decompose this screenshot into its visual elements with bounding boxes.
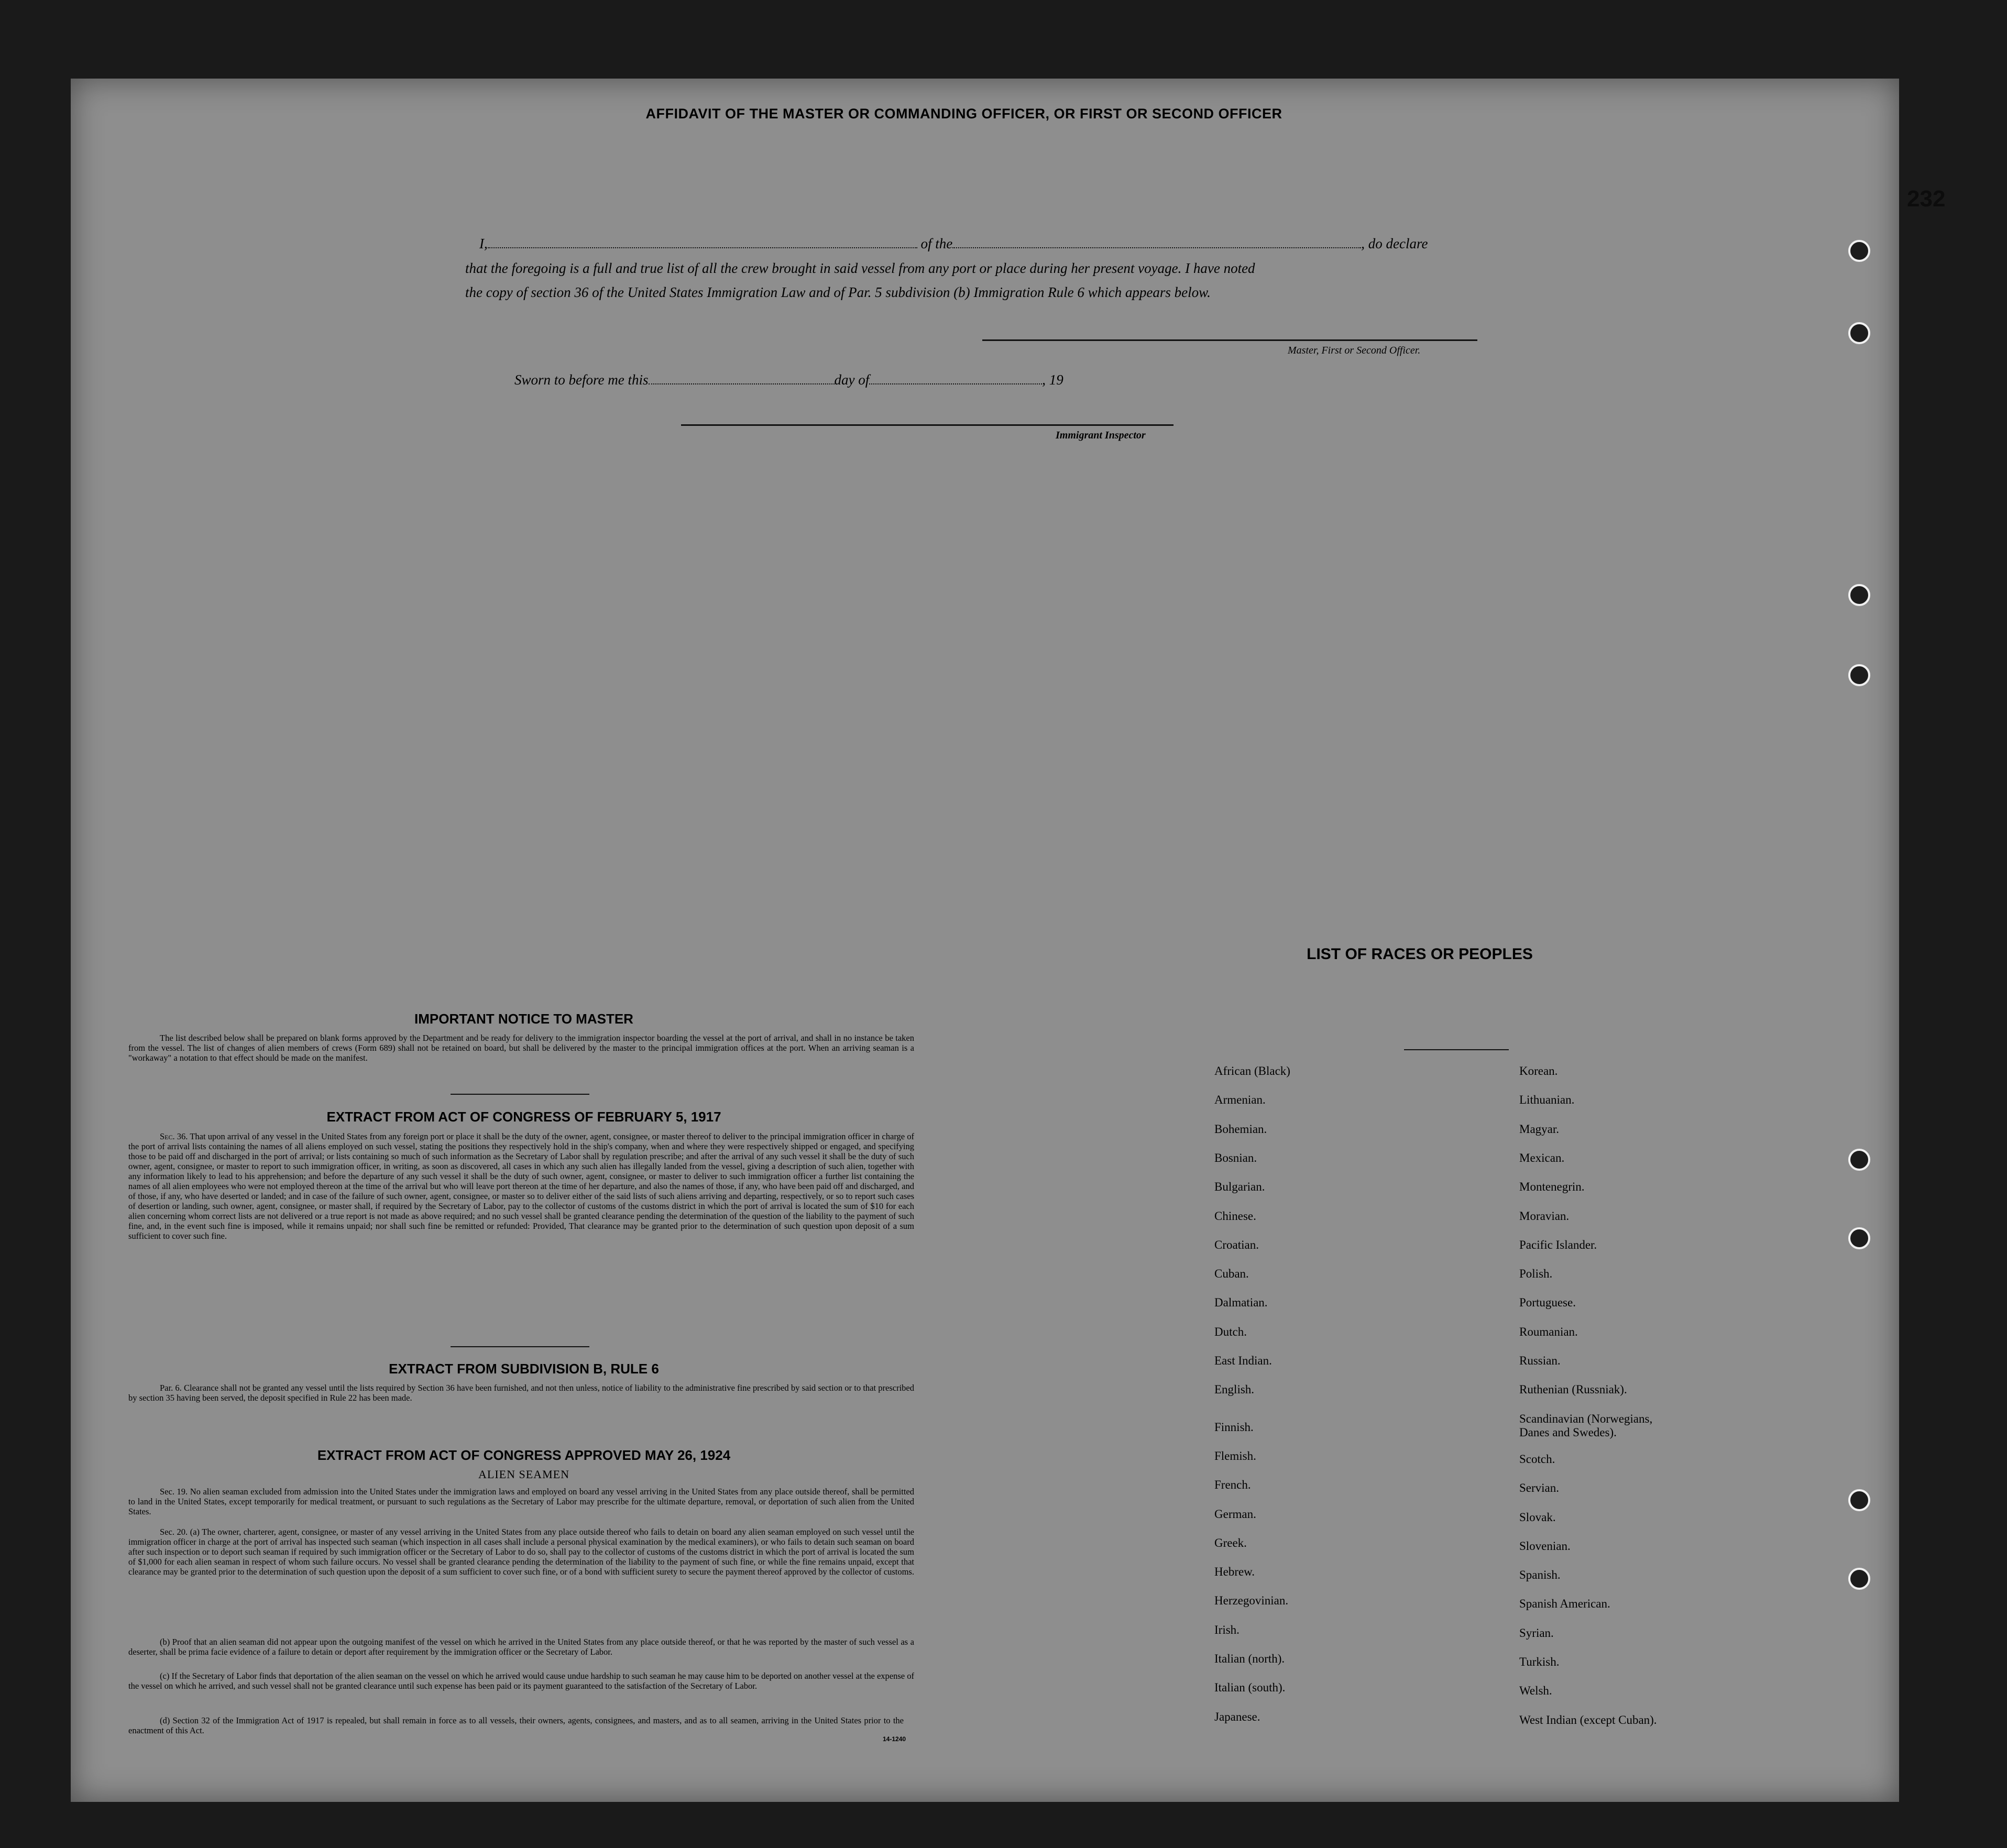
race-item: Finnish. [1214,1420,1254,1434]
race-item: Slovak. [1519,1510,1556,1524]
page-number: 232 [1907,186,1946,212]
punch-hole [1848,584,1870,606]
inspector-signature-line[interactable] [681,424,1174,426]
race-item: German. [1214,1507,1256,1521]
races-heading: LIST OF RACES OR PEOPLES [1307,945,1533,963]
race-item: Welsh. [1519,1684,1552,1698]
sworn-day-blank[interactable] [649,373,835,384]
name-blank[interactable] [488,237,917,248]
section-label: Sec. 36. [160,1131,188,1141]
rule6-heading: EXTRACT FROM SUBDIVISION B, RULE 6 [389,1361,659,1377]
day-of-label: day of [834,372,870,388]
race-item: Irish. [1214,1623,1240,1636]
do-declare-label: , do declare [1361,236,1428,251]
race-item: Magyar. [1519,1122,1560,1136]
sworn-line [514,372,1063,388]
i-label: I, [479,236,488,251]
race-item: Slovenian. [1519,1539,1571,1553]
race-item: Scandinavian (Norwegians, Danes and Swedes). [1519,1412,1653,1439]
extract-1917-body [128,1131,914,1241]
punch-hole [1848,240,1870,262]
sworn-month-blank[interactable] [869,373,1042,384]
divider [451,1094,589,1095]
sworn-label: Sworn to before me this [514,372,649,388]
race-item: Servian. [1519,1481,1560,1495]
race-item: Chinese. [1214,1209,1256,1223]
alien-seamen-subheading: ALIEN SEAMEN [478,1468,569,1481]
extract-1924-heading: EXTRACT FROM ACT OF CONGRESS APPROVED MAY 26, 1924 [317,1447,731,1463]
race-item: Montenegrin. [1519,1180,1585,1194]
inspector-signature-label: Immigrant Inspector [1056,430,1146,441]
race-item: Korean. [1519,1064,1558,1077]
punch-hole [1848,1149,1870,1171]
race-item: East Indian. [1214,1354,1272,1367]
race-item: Pacific Islander. [1519,1238,1597,1251]
notice-body: The list described below shall be prepared on blank forms approved by the Department and be ready for delivery to the immigration inspector boarding the vessel at the port of arrival, and shall in no instance be taken from the vessel. The list of changes of alien members of crews (Form 689) shall not be retained on board, but shall be delivered by the master to the principal immigration offices at the port. When an arriving seaman is a "workaway" a notation to that effect should be made on the manifest. [128,1033,914,1063]
race-item: Cuban. [1214,1267,1249,1281]
affidavit-title: AFFIDAVIT OF THE MASTER OR COMMANDING OFFICER, OR FIRST OR SECOND OFFICER [645,106,1282,122]
race-item: Scotch. [1519,1452,1555,1466]
race-item: Herzegovinian. [1214,1594,1289,1608]
race-item: Portuguese. [1519,1296,1576,1310]
sec20d-body: (d) Section 32 of the Immigration Act of 1917 is repealed, but shall remain in force as to all vessels, their owners, agents, consignees, and masters, and as to all seamen, arriving in the United States prior to the enactment of this Act. [128,1715,904,1735]
race-item: English. [1214,1383,1255,1396]
punch-hole [1848,1489,1870,1511]
race-item: Italian (south). [1214,1681,1286,1695]
punch-hole [1848,1227,1870,1249]
race-item: Russian. [1519,1354,1561,1367]
sec20c-body: (c) If the Secretary of Labor finds that deportation of the alien seaman on the vessel on which he arrived would cause undue hardship to such seaman he may cause him to be deported on another vessel at the expense of the vessel on which he arrived, and such vessel shall not be granted clearance until such expense has been paid or its payment guaranteed to the satisfaction of the Secretary of Labor. [128,1671,914,1691]
section-text: That upon arrival of any vessel in the United States from any foreign port or place it shall be the duty of the owner, agent, consignee, or master thereof to deliver to the principal immigration officer in charge of the port of arrival lists containing the names of all aliens employed on such vessel, stating the positions they respectively hold in the ship's company, when and where they were respectively shipped or engaged, and specifying those to be paid off and discharged in the port of arrival; or lists containing so much of such information as the Secretary of Labor shall by regulation prescribe; and after the arrival of any such vessel it shall be the duty of such owner, agent, consignee, or master to report to such immigration officer, in writing, as soon as discovered, all cases in which any such alien has illegally landed from the vessel, giving a description of such alien, together with any information likely to lead to his apprehension; and before the departure of any such vessel it shall be the duty of such owner, agent, consignee, or master to deliver to such immigration officer a further list containing the names of all alien employees who were not employed thereon at the time of the arrival but who will leave port thereon at the time of her departure, and also the names of those, if any, who have been paid off and discharged, and of those, if any, who have deserted or landed; and in case of the failure of such owner, agent, consignee, or master so to deliver either of the said lists of such aliens arriving and departing, respectively, or so to report such cases of desertion or landing, such owner, agent, consignee, or master shall, if required by the Secretary of Labor, pay to the collector of customs of the customs district in which the port of arrival is located the sum of $10 for each alien concerning whom correct lists are not delivered or a true report is not made as above required; and no such vessel shall be granted clearance pending the determination of the question of the liability to the payment of such fine, and, in the event such fine is imposed, while it remains unpaid; nor shall such fine be remitted or refunded: Provided, That clearance may be granted prior to the determination of such question upon deposit of a sum sufficient to cover such fine. [128,1131,915,1241]
punch-hole [1848,1568,1870,1590]
race-item: Armenian. [1214,1093,1266,1107]
race-item: Greek. [1214,1536,1247,1549]
race-item: Bulgarian. [1214,1180,1265,1194]
affidavit-line-2: that the foregoing is a full and true list of all the crew brought in said vessel from any port or place during her present voyage. I have noted [465,260,1255,276]
race-item: Japanese. [1214,1710,1260,1723]
notice-heading: IMPORTANT NOTICE TO MASTER [414,1011,633,1027]
divider [451,1346,589,1347]
race-item: Bosnian. [1214,1151,1257,1164]
race-item: Flemish. [1214,1449,1256,1462]
of-the-label: of the [920,236,953,251]
race-item: Moravian. [1519,1209,1570,1223]
race-item: Ruthenian (Russniak). [1519,1383,1627,1396]
race-item: Mexican. [1519,1151,1565,1164]
race-item: West Indian (except Cuban). [1519,1713,1657,1726]
master-signature-line[interactable] [982,339,1477,341]
race-item: African (Black) [1214,1064,1290,1077]
rule6-body: Par. 6. Clearance shall not be granted any vessel until the lists required by Section 36 have been furnished, and not then unless, notice of liability to the administrative fine prescribed by said section or to that prescribed by section 35 having been served, the deposit specified in Rule 22 has been made. [128,1383,914,1403]
vessel-blank[interactable] [952,237,1361,248]
divider [1404,1049,1509,1050]
race-item: Dalmatian. [1214,1296,1268,1310]
race-item: Roumanian. [1519,1325,1578,1338]
extract-1917-heading: EXTRACT FROM ACT OF CONGRESS OF FEBRUARY 5, 1917 [326,1109,721,1125]
race-item: Turkish. [1519,1655,1560,1668]
year-label: , 19 [1042,372,1063,388]
punch-hole [1848,664,1870,686]
race-item: French. [1214,1478,1251,1492]
race-item: Spanish American. [1519,1597,1610,1611]
race-item: Syrian. [1519,1626,1554,1640]
affidavit-line-3: the copy of section 36 of the United States Immigration Law and of Par. 5 subdivision (b) Immigration Rule 6 which appears below. [465,284,1211,300]
race-item: Hebrew. [1214,1565,1255,1579]
race-item: Polish. [1519,1267,1553,1281]
punch-hole [1848,322,1870,344]
affidavit-line-1 [479,236,1428,252]
sec20b-body: (b) Proof that an alien seaman did not appear upon the outgoing manifest of the vessel on which he arrived in the United States from any place outside thereof, or that he was reported by the master of such vessel as a deserter, shall be prima facie evidence of a failure to detain or deport after requirement by the immigration officer or the Secretary of Labor. [128,1637,914,1657]
race-item: Croatian. [1214,1238,1259,1251]
sec19-body: Sec. 19. No alien seaman excluded from admission into the United States under the immigration laws and employed on board any vessel arriving in the United States from any place outside thereof, shall be permitted to land in the United States, except temporarily for medical treatment, or pursuant to such regulations as the Secretary of Labor may prescribe for the ultimate departure, removal, or deportation of such alien from the United States. [128,1487,914,1516]
race-item: Dutch. [1214,1325,1247,1338]
master-signature-label: Master, First or Second Officer. [1288,345,1421,356]
race-item: Spanish. [1519,1568,1561,1582]
sec20a-body: Sec. 20. (a) The owner, charterer, agent, consignee, or master of any vessel arriving in the United States from any place outside thereof who fails to detain on board any alien seaman employed on such vessel until the immigration officer in charge at the port of arrival has inspected such seaman (which inspection in all cases shall include a personal physical examination by the medical examiners), or who fails to detain such seaman on board after such inspection or to deport such seaman if required by such immigration officer or the Secretary of Labor to do so, shall pay to the collector of customs of the customs district in which the port of arrival is located the sum of $1,000 for each alien seaman in respect of whom such failure occurs. No vessel shall be granted clearance pending the determination of the liability to the payment of such fine, or while the fine remains unpaid, except that clearance may be granted prior to the determination of such question upon the deposit of a sum sufficient to cover such fine, or of a bond with sufficient surety to secure the payment thereof approved by the collector of customs. [128,1527,914,1577]
race-item: Italian (north). [1214,1652,1285,1665]
form-number: 14-1240 [883,1735,906,1743]
race-item: Bohemian. [1214,1122,1267,1136]
race-item: Lithuanian. [1519,1093,1575,1107]
